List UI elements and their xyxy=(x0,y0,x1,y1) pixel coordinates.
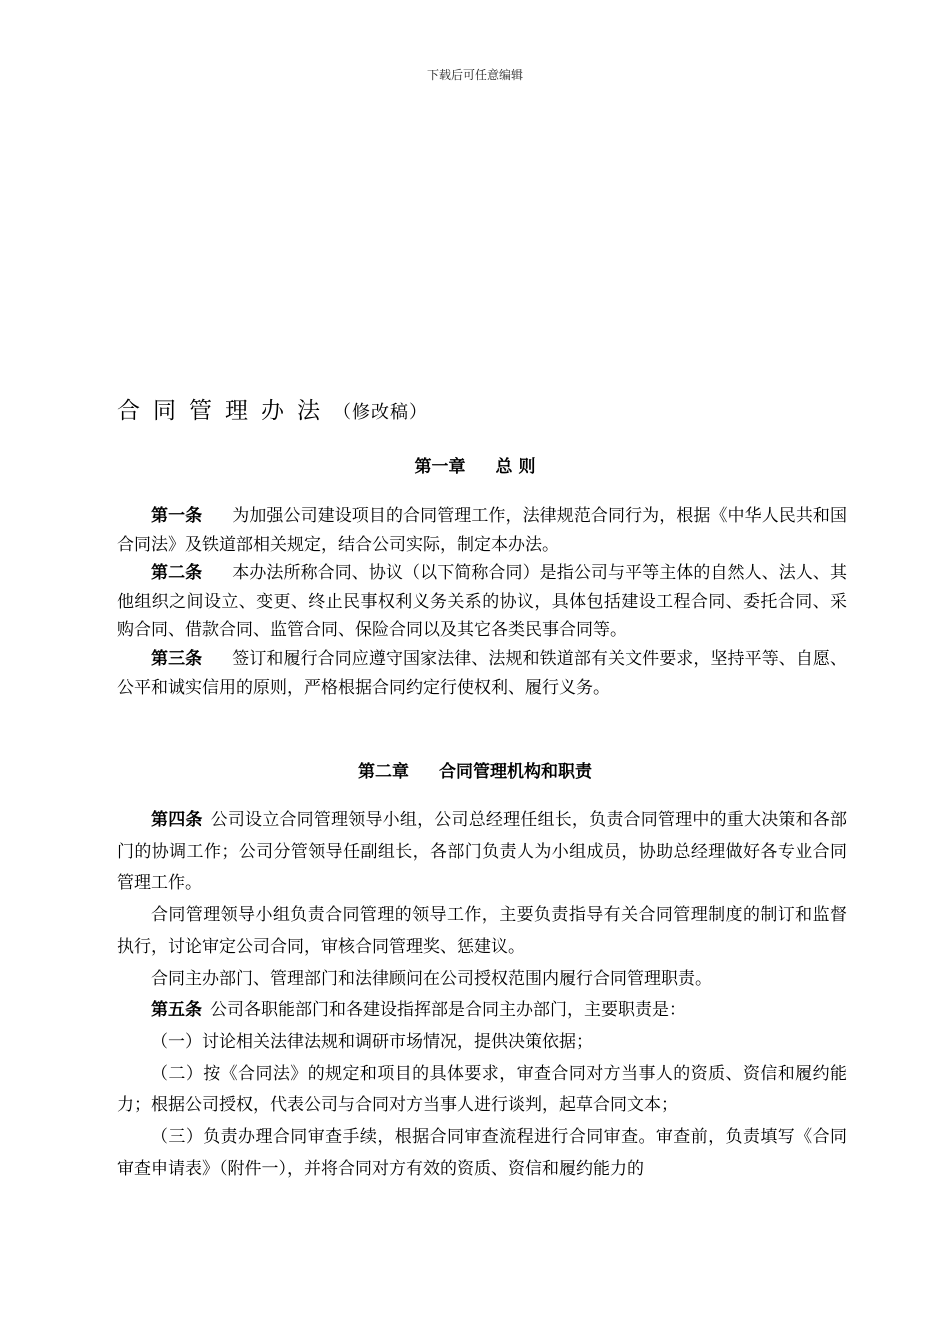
article-3 xyxy=(117,645,847,702)
article-1-text: 为加强公司建设项目的合同管理工作，法律规范合同行为，根据《中华人民共和国合同法》及铁道部相关规定，结合公司实际，制定本办法。 xyxy=(117,506,848,555)
article-5-text: 公司各职能部门和各建设指挥部是合同主办部门，主要职责是： xyxy=(210,1000,686,1021)
article-4 xyxy=(117,805,847,900)
chapter-1-number: 第一章 xyxy=(414,457,466,477)
chapter-2-number: 第二章 xyxy=(358,762,409,782)
title-subtitle: （修改稿） xyxy=(333,402,428,423)
chapter-1-name: 总 则 xyxy=(495,457,536,477)
article-2 xyxy=(117,559,847,645)
article-3-label: 第三条 xyxy=(151,648,203,669)
chapter-1-body xyxy=(117,502,847,702)
chapter-1-heading xyxy=(0,452,950,477)
chapter-2-body xyxy=(117,805,847,1185)
article-5 xyxy=(117,995,847,1027)
article-2-label: 第二条 xyxy=(151,563,203,584)
chapter-2-heading xyxy=(0,757,950,782)
duty-item: （三）负责办理合同审查手续，根据合同审查流程进行合同审查。审查前，负责填写《合同审查申请表》（附件一），并将合同对方有效的资质、资信和履约能力的 xyxy=(117,1127,847,1179)
paragraph-departments: 合同主办部门、管理部门和法律顾问在公司授权范围内履行合同管理职责。 xyxy=(151,968,712,989)
article-3-text: 签订和履行合同应遵守国家法律、法规和铁道部有关文件要求，坚持平等、自愿、公平和诚实信用的原则，严格根据合同约定行使权利、履行义务。 xyxy=(117,648,848,698)
article-5-label: 第五条 xyxy=(151,1000,202,1021)
title-main: 合同管理办法 xyxy=(117,398,333,424)
article-4-text: 公司设立合同管理领导小组，公司总经理任组长，负责合同管理中的重大决策和各部门的协调工作；公司分管领导任副组长，各部门负责人为小组成员，协助总经理做好各专业合同管理工作。 xyxy=(117,810,848,894)
article-1 xyxy=(117,502,847,559)
chapter-2-name: 合同管理机构和职责 xyxy=(439,762,592,782)
document-title xyxy=(117,392,428,425)
paragraph-leadership: 合同管理领导小组负责合同管理的领导工作，主要负责指导有关合同管理制度的制订和监督执行，讨论审定公司合同，审核合同管理奖、惩建议。 xyxy=(117,905,847,957)
article-4-label: 第四条 xyxy=(151,810,203,830)
page-header-note: 下载后可任意编辑 xyxy=(426,68,523,82)
duty-item: （一）讨论相关法律法规和调研市场情况，提供决策依据； xyxy=(151,1031,593,1052)
duty-item: （二）按《合同法》的规定和项目的具体要求，审查合同对方当事人的资质、资信和履约能力；根据公司授权，代表公司与合同对方当事人进行谈判，起草合同文本； xyxy=(117,1063,847,1116)
article-1-label: 第一条 xyxy=(151,506,203,526)
article-2-text: 本办法所称合同、协议（以下简称合同）是指公司与平等主体的自然人、法人、其他组织之间设立、变更、终止民事权利义务关系的协议，具体包括建设工程合同、委托合同、采购合同、借款合同、监管合同、保险合同以及其它各类民事合同等。 xyxy=(117,563,848,641)
